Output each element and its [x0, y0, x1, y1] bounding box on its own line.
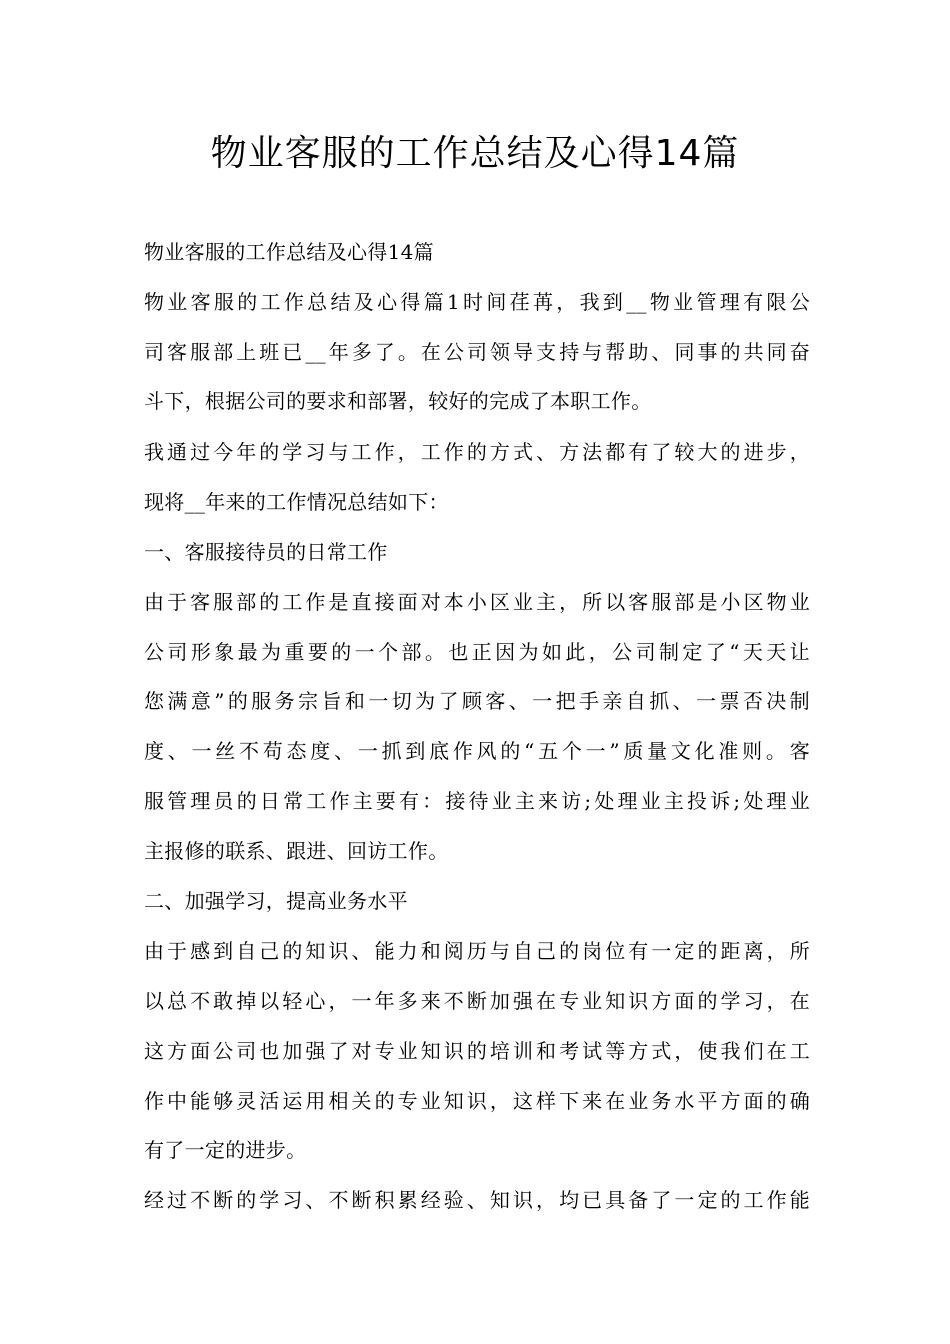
body-line: 服管理员的日常工作主要有：接待业主来访;处理业主投诉;处理业 [144, 789, 810, 813]
body-line: 经过不断的学习、不断积累经验、知识，均已具备了一定的工作能 [144, 1188, 810, 1212]
body-line: 司客服部上班已__年多了。在公司领导支持与帮助、同事的共同奋 [144, 340, 810, 364]
body-line: 由于客服部的工作是直接面对本小区业主，所以客服部是小区物业 [144, 590, 810, 614]
section-heading: 一、客服接待员的日常工作 [144, 540, 388, 564]
body-line: 由于感到自己的知识、能力和阅历与自己的岗位有一定的距离，所 [144, 939, 810, 963]
body-line: 主报修的联系、跟进、回访工作。 [144, 839, 449, 863]
body-line: 斗下，根据公司的要求和部署，较好的完成了本职工作。 [144, 389, 652, 413]
body-line: 这方面公司也加强了对专业知识的培训和考试等方式，使我们在工 [144, 1039, 810, 1063]
body-line: 现将__年来的工作情况总结如下： [144, 490, 449, 514]
section-heading: 二、加强学习，提高业务水平 [144, 889, 408, 913]
body-line: 物业客服的工作总结及心得篇1时间荏苒，我到__物业管理有限公 [144, 290, 810, 314]
body-line: 作中能够灵活运用相关的专业知识，这样下来在业务水平方面的确 [144, 1089, 810, 1113]
body-line: 您满意”的服务宗旨和一切为了顾客、一把手亲自抓、一票否决制 [144, 689, 810, 713]
body-line: 公司形象最为重要的一个部。也正因为如此，公司制定了“天天让 [144, 640, 810, 664]
body-line: 我通过今年的学习与工作，工作的方式、方法都有了较大的进步， [144, 440, 810, 464]
subtitle-line: 物业客服的工作总结及心得14篇 [144, 240, 434, 264]
document-title: 物业客服的工作总结及心得14篇 [210, 133, 740, 174]
body-line: 有了一定的进步。 [144, 1138, 307, 1162]
body-line: 以总不敢掉以轻心，一年多来不断加强在专业知识方面的学习，在 [144, 989, 810, 1013]
body-line: 度、一丝不苟态度、一抓到底作风的“五个一”质量文化准则。客 [144, 739, 810, 763]
